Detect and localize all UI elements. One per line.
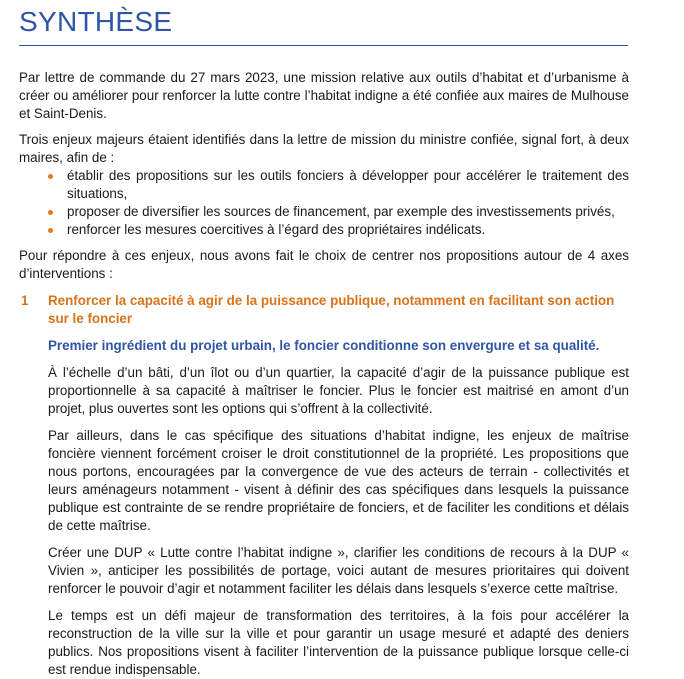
- body-paragraph: Créer une DUP « Lutte contre l’habitat indigne », clarifier les conditions de recours à la DUP « Vivien », anticiper les possibilités de portage, voici autant de mesures prioritaires qui doivent renforcer le pouvoir d’agir et notamment faciliter les délais dans lesquels s’exerce cette maîtrise.: [48, 545, 629, 596]
- page-title: SYNTHÈSE: [19, 6, 173, 37]
- body-paragraph: Le temps est un défi majeur de transformation des territoires, à la fois pour accélérer la reconstruction de la ville sur la ville et pour garantir un usage mesuré et adapté des deniers publics. Nos propositions visent à faciliter l’intervention de la puissance publique lorsque celle-ci est rendue indispensable.: [48, 608, 629, 677]
- document-body: [19, 69, 629, 679]
- bullet-icon: [48, 210, 53, 215]
- axis-title: Renforcer la capacité à agir de la puissance publique, notamment en facilitant son action sur le foncier: [48, 293, 615, 326]
- intro-paragraph: Trois enjeux majeurs étaient identifiés dans la lettre de mission du ministre confiée, signal fort, à deux maires, afin de :: [19, 132, 629, 165]
- bullet-list: [19, 167, 629, 239]
- axis-heading: [19, 292, 629, 328]
- bullet-icon: [48, 228, 53, 233]
- axes-intro-paragraph: Pour répondre à ces enjeux, nous avons fait le choix de centrer nos propositions autour de 4 axes d’interventions :: [19, 248, 629, 281]
- axis-body: [19, 364, 629, 679]
- axis-number: 1: [21, 293, 29, 308]
- title-divider: [19, 45, 628, 46]
- list-item: proposer de diversifier les sources de financement, par exemple des investissements privés,: [19, 203, 629, 221]
- body-paragraph: Par ailleurs, dans le cas spécifique des situations d’habitat indigne, les enjeux de maîtrise foncière viennent forcément croiser le droit constitutionnel de la propriété. Les propositions que nous portons, encouragées par la convergence de vue des acteurs de terrain - collectivités et leurs aménageurs notamment - visent à définir des cas spécifiques dans lesquels la puissance publique est contrainte de se rendre propriétaire de fonciers, et de faciliter les conditions et délais de cette maîtrise.: [48, 428, 629, 533]
- axis-subheading: Premier ingrédient du projet urbain, le foncier conditionne son envergure et sa qualité.: [48, 338, 600, 353]
- list-item: renforcer les mesures coercitives à l’égard des propriétaires indélicats.: [19, 221, 629, 239]
- body-paragraph: À l’échelle d’un bâti, d’un îlot ou d’un quartier, la capacité d’agir de la puissance publique est proportionnelle à sa capacité à maîtriser le foncier. Plus le foncier est maitrisé en amont d’un projet, plus ouvertes sont les options qui s’offrent à la collectivité.: [48, 365, 629, 416]
- list-item: établir des propositions sur les outils fonciers à développer pour accélérer le traitement des situations,: [19, 167, 629, 203]
- bullet-icon: [48, 174, 53, 179]
- intro-paragraph: Par lettre de commande du 27 mars 2023, une mission relative aux outils d’habitat et d’urbanisme à créer ou améliorer pour renforcer la lutte contre l’habitat indigne a été confiée aux maires de Mulhouse et Saint-Denis.: [19, 70, 629, 121]
